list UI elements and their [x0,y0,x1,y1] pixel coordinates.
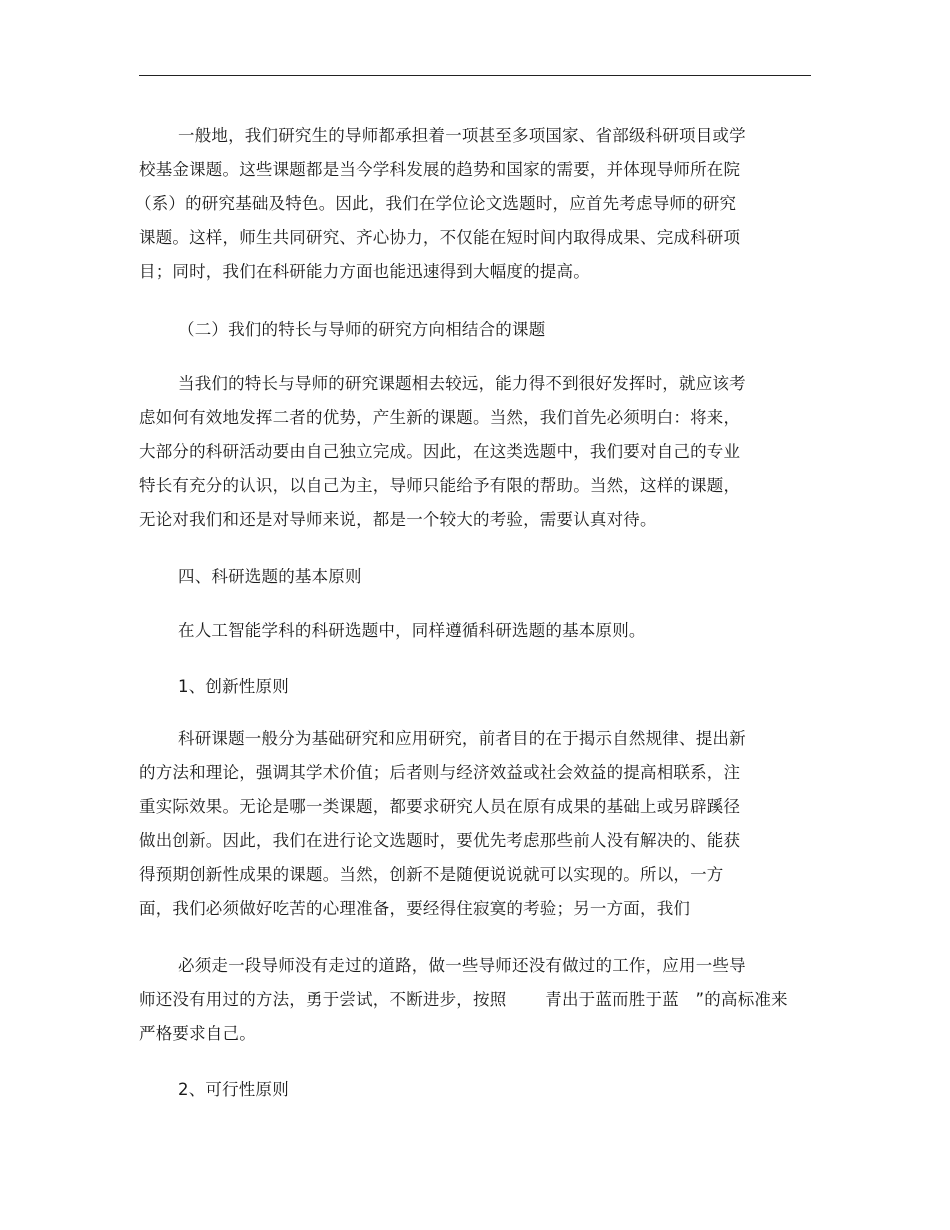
paragraph-line: 必须走一段导师没有走过的道路，做一些导师还没有做过的工作，应用一些导 [178,956,746,975]
paragraph-line: 的方法和理论，强调其学术价值；后者则与经济效益或社会效益的提高相联系，注 [139,763,741,782]
paragraph-line: 大部分的科研活动要由自己独立完成。因此，在这类选题中，我们要对自己的专业 [139,442,741,461]
paragraph-line: 得预期创新性成果的课题。当然，创新不是随便说说就可以实现的。所以，一方 [139,865,724,884]
section-heading: 1、创新性原则 [178,677,289,696]
paragraph-line: 课题。这样，师生共同研究、齐心协力，不仅能在短时间内取得成果、完成科研项 [139,228,741,247]
paragraph-line: （系）的研究基础及特色。因此，我们在学位论文选题时，应首先考虑导师的研究 [135,194,737,213]
paragraph-line: 严格要求自己。 [139,1024,256,1043]
paragraph-line: 虑如何有效地发挥二者的优势，产生新的课题。当然，我们首先必须明白：将来， [139,408,741,427]
paragraph-line: 科研课题一般分为基础研究和应用研究，前者目的在于揭示自然规律、提出新 [178,729,746,748]
section-heading: （二）我们的特长与导师的研究方向相结合的课题 [178,320,546,339]
paragraph-line: 重实际效果。无论是哪一类课题，都要求研究人员在原有成果的基础上或另辟蹊径 [139,797,741,816]
header-rule [139,75,811,76]
section-heading: 2、可行性原则 [178,1080,289,1099]
paragraph-line: 师还没有用过的方法，勇于尝试，不断进步，按照 青出于蓝而胜于蓝 ”的高标准来 [139,990,788,1009]
paragraph-line: 一般地，我们研究生的导师都承担着一项甚至多项国家、省部级科研项目或学 [178,126,746,145]
paragraph-line: 在人工智能学科的科研选题中，同样遵循科研选题的基本原则。 [178,621,646,640]
paragraph-line: 做出创新。因此，我们在进行论文选题时，要优先考虑那些前人没有解决的、能获 [139,831,741,850]
paragraph-line: 当我们的特长与导师的研究课题相去较远，能力得不到很好发挥时，就应该考 [178,374,746,393]
paragraph-line: 特长有充分的认识，以自己为主，导师只能给予有限的帮助。当然，这样的课题， [139,476,741,495]
paragraph-line: 目；同时，我们在科研能力方面也能迅速得到大幅度的提高。 [139,262,590,281]
paragraph-line: 校基金课题。这些课题都是当今学科发展的趋势和国家的需要，并体现导师所在院 [139,160,741,179]
paragraph-line: 面，我们必须做好吃苦的心理准备，要经得住寂寞的考验；另一方面，我们 [139,899,691,918]
section-heading: 四、科研选题的基本原则 [178,567,362,586]
paragraph-line: 无论对我们和还是对导师来说，都是一个较大的考验，需要认真对待。 [139,510,657,529]
